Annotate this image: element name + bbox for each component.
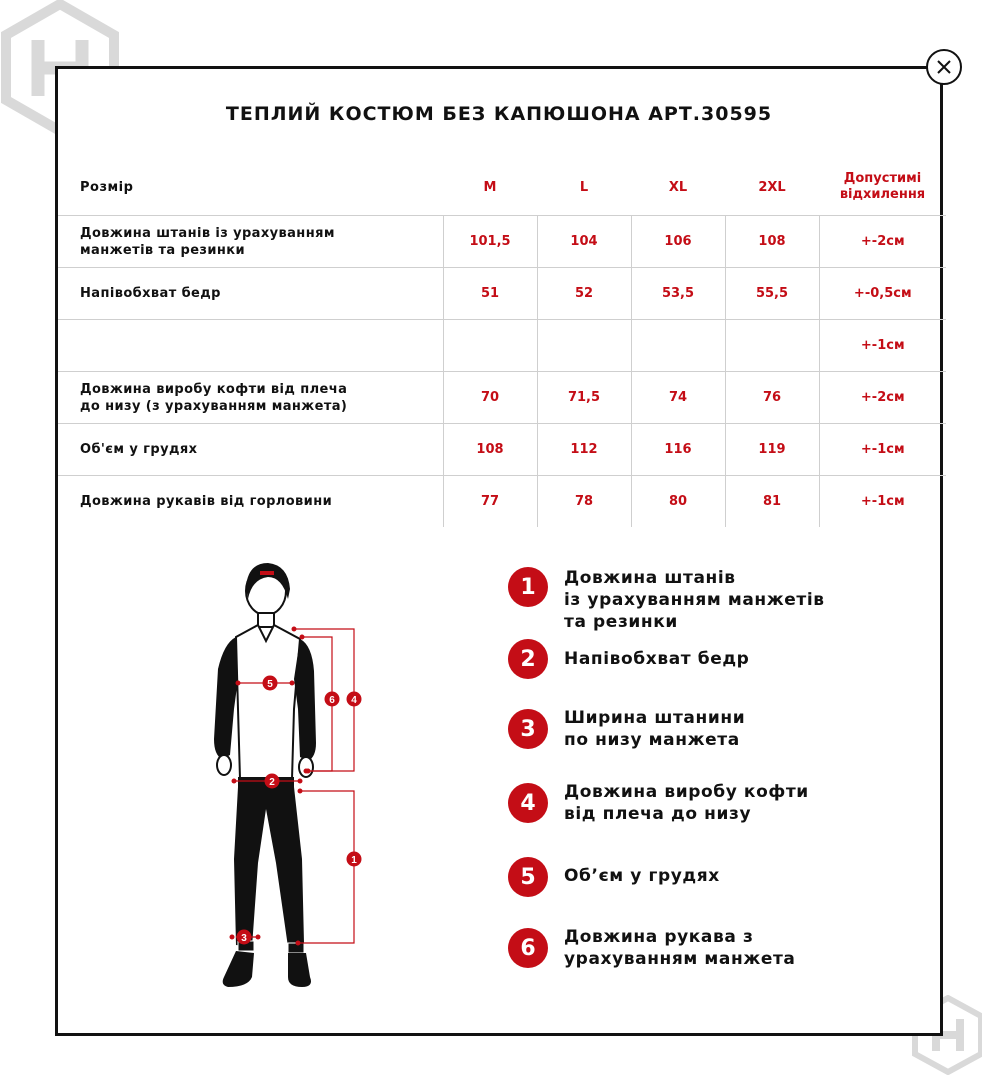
cell-deviation: +-1см: [819, 424, 946, 476]
legend-text: Довжина рукава з урахуванням манжета: [564, 927, 796, 969]
figure-marker-2: [265, 774, 280, 789]
row-label: Довжина виробу кофти від плеча до низу (з урахуванням манжета): [58, 372, 443, 424]
legend-text: Об’єм у грудях: [564, 866, 720, 886]
header-size-xl: XL: [668, 179, 688, 195]
cell-value: 108: [443, 424, 537, 476]
legend-item: [508, 857, 884, 897]
cell-value: 112: [537, 424, 631, 476]
svg-text:6: 6: [329, 695, 335, 706]
modal-title: ТЕПЛИЙ КОСТЮМ БЕЗ КАПЮШОНА АРТ.30595: [225, 103, 773, 125]
cell-value: [725, 320, 819, 372]
size-chart-modal: [55, 66, 943, 1036]
svg-text:2: 2: [269, 777, 275, 788]
cell-value: 71,5: [537, 372, 631, 424]
table-row: [58, 268, 946, 320]
cell-value: [631, 320, 725, 372]
cell-value: 101,5: [443, 216, 537, 268]
cell-value: 106: [631, 216, 725, 268]
row-label: Напівобхват бедр: [58, 268, 443, 320]
header-size-l: L: [579, 179, 589, 195]
legend-text: Довжина штанів із урахуванням манжетів та резинки: [564, 568, 825, 632]
cell-deviation: +-2см: [819, 216, 946, 268]
cell-value: 52: [537, 268, 631, 320]
cell-value: 80: [631, 476, 725, 528]
cell-value: 108: [725, 216, 819, 268]
cell-value: [537, 320, 631, 372]
cell-value: 76: [725, 372, 819, 424]
cell-value: 78: [537, 476, 631, 528]
header-size-label: Розмір: [80, 179, 134, 195]
svg-text:4: 4: [351, 695, 357, 706]
legend-item: [508, 639, 884, 679]
cell-deviation: +-0,5см: [819, 268, 946, 320]
cell-deviation: +-1см: [819, 476, 946, 528]
legend-text: Довжина виробу кофти від плеча до низу: [564, 782, 809, 824]
table-row: [58, 320, 946, 372]
row-label: Довжина рукавів від горловини: [58, 476, 443, 528]
cell-value: 55,5: [725, 268, 819, 320]
legend-number-badge: 3: [508, 709, 548, 749]
legend-text: Ширина штанини по низу манжета: [564, 708, 746, 750]
cell-value: 104: [537, 216, 631, 268]
legend-number-badge: 5: [508, 857, 548, 897]
legend-item: [508, 567, 884, 633]
legend-number-badge: 2: [508, 639, 548, 679]
svg-text:5: 5: [267, 679, 273, 690]
close-icon: [936, 59, 952, 75]
table-row: [58, 424, 946, 476]
svg-text:3: 3: [241, 933, 247, 944]
table-row: [58, 476, 946, 528]
legend-item: [508, 709, 884, 751]
svg-text:1: 1: [351, 855, 357, 866]
cell-value: 70: [443, 372, 537, 424]
legend-number-badge: 6: [508, 928, 548, 968]
cell-value: 53,5: [631, 268, 725, 320]
figure-marker-3: [237, 930, 252, 945]
measurement-figure: [208, 559, 448, 999]
table-row: [58, 372, 946, 424]
row-label: Довжина штанів із урахуванням манжетів та резинки: [58, 216, 443, 268]
cell-value: [443, 320, 537, 372]
size-table: [58, 159, 946, 527]
figure-marker-5: [263, 676, 278, 691]
cell-value: 81: [725, 476, 819, 528]
cell-value: 119: [725, 424, 819, 476]
cell-value: 51: [443, 268, 537, 320]
table-row: [58, 216, 946, 268]
row-label: [58, 320, 443, 372]
header-size-m: M: [483, 179, 497, 195]
cell-deviation: +-1см: [819, 320, 946, 372]
table-header-row: [58, 159, 946, 216]
cell-value: 74: [631, 372, 725, 424]
legend-item: [508, 783, 884, 825]
cell-value: 77: [443, 476, 537, 528]
close-button[interactable]: [926, 49, 962, 85]
cell-deviation: +-2см: [819, 372, 946, 424]
figure-marker-6: [325, 692, 340, 707]
legend-number-badge: 4: [508, 783, 548, 823]
header-deviation: Допустимі відхилення: [839, 171, 926, 202]
figure-marker-1: [347, 852, 362, 867]
cell-value: 116: [631, 424, 725, 476]
legend-text: Напівобхват бедр: [564, 649, 750, 669]
legend-item: [508, 928, 884, 970]
legend-number-badge: 1: [508, 567, 548, 607]
figure-marker-4: [347, 692, 362, 707]
row-label: Об'єм у грудях: [58, 424, 443, 476]
header-size-2xl: 2XL: [758, 179, 786, 195]
